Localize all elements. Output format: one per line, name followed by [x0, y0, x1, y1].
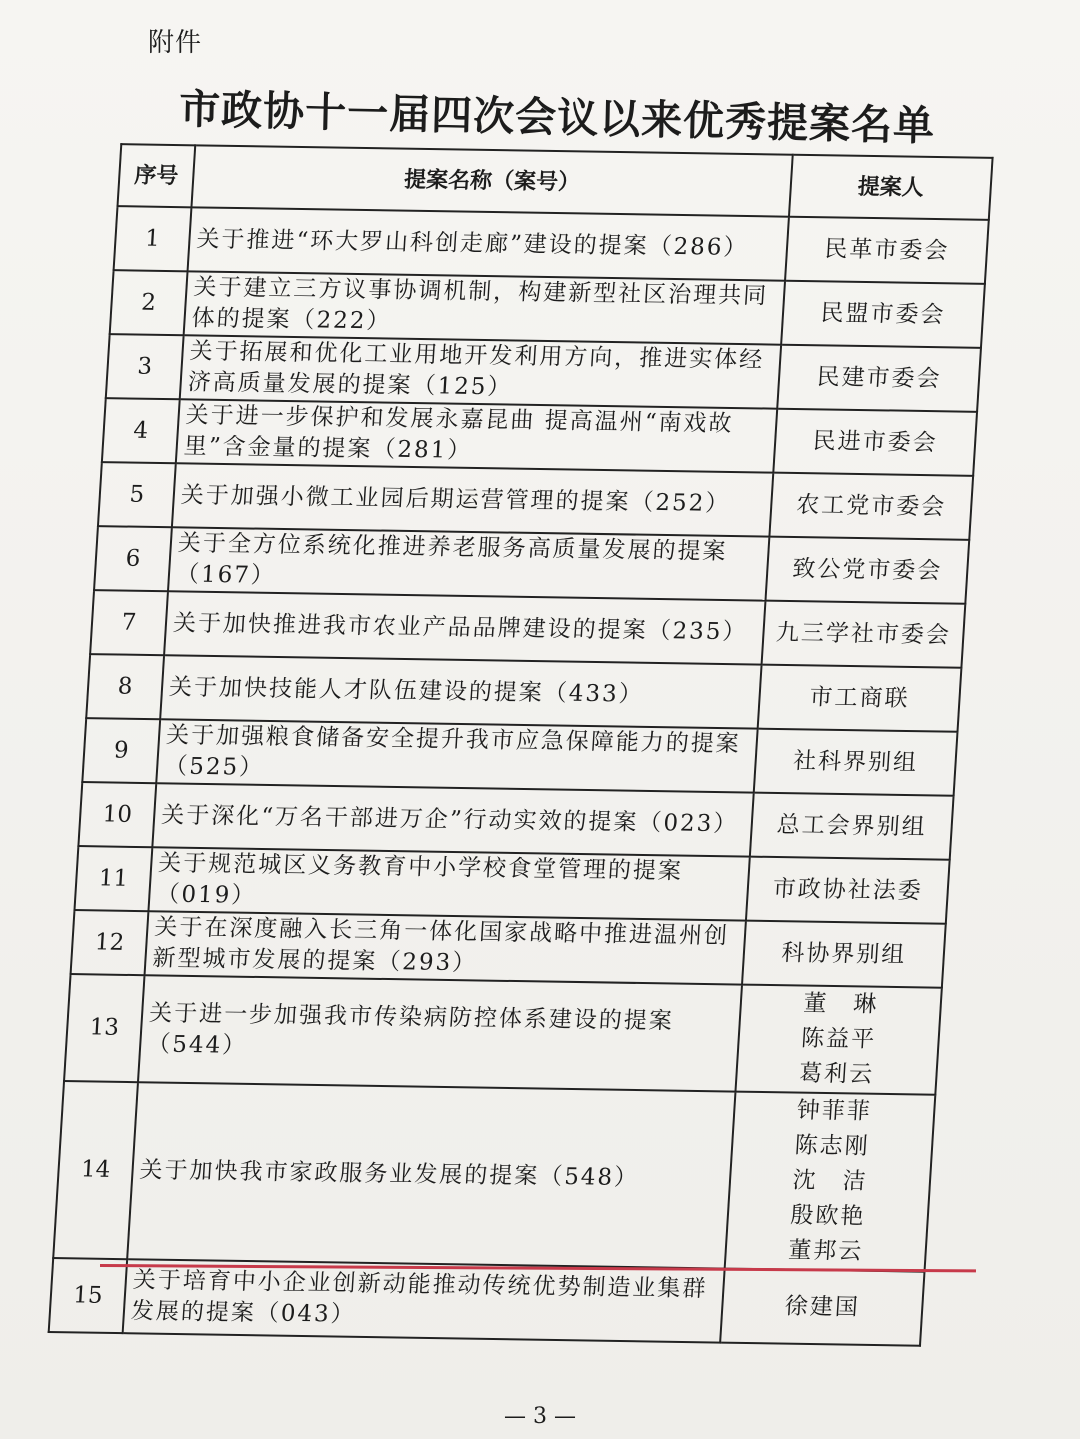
proposer-cell — [754, 729, 958, 796]
proposer-cell — [765, 537, 969, 604]
row-number: 12 — [71, 910, 149, 975]
proposal-name: 关于加强粮食储备安全提升我市应急保障能力的提案（525） — [156, 719, 757, 792]
row-number: 10 — [78, 782, 156, 847]
row-number: 9 — [82, 718, 160, 783]
header-proposer: 提案人 — [789, 155, 993, 220]
proposal-name: 关于进一步加强我市传染病防控体系建设的提案（544） — [138, 975, 742, 1091]
proposal-name: 关于进一步保护和发展永嘉昆曲 提高温州“南戏故里”含金量的提案（281） — [176, 399, 777, 472]
row-number: 4 — [102, 398, 180, 463]
row-number: 3 — [106, 334, 184, 399]
proposer-cell — [769, 473, 973, 540]
proposer-name: 市工商联 — [808, 683, 911, 712]
document-title: 市政协十一届四次会议以来优秀提案名单 — [178, 84, 936, 151]
proposer-name: 陈志刚 — [793, 1132, 871, 1160]
header-name: 提案名称（案号） — [191, 145, 792, 216]
proposal-name: 关于建立三方议事协调机制，构建新型社区治理共同体的提案（222） — [184, 271, 785, 344]
proposer-cell — [750, 793, 954, 860]
proposer-cell — [773, 409, 977, 476]
proposer-name: 民建市委会 — [815, 363, 943, 392]
header-no: 序号 — [118, 144, 196, 207]
row-number: 13 — [64, 974, 144, 1082]
row-number: 6 — [94, 526, 172, 591]
proposal-name: 关于加快推进我市农业产品品牌建设的提案（235） — [164, 591, 765, 664]
proposal-table — [48, 143, 994, 1347]
row-number: 14 — [53, 1081, 138, 1259]
proposer-cell — [781, 281, 985, 348]
proposer-name: 总工会界别组 — [776, 811, 928, 840]
row-number: 7 — [90, 590, 168, 655]
proposal-name: 关于全方位系统化推进养老服务高质量发展的提案（167） — [168, 527, 769, 600]
page-number: — 3 — — [504, 1404, 576, 1429]
attachment-label: 附件 — [148, 28, 203, 58]
proposer-cell — [742, 921, 946, 988]
table-row — [64, 974, 942, 1095]
proposer-name: 科协界别组 — [780, 939, 908, 968]
proposer-cell — [735, 985, 941, 1095]
proposer-name: 徐建国 — [784, 1293, 861, 1321]
proposer-cell — [777, 345, 981, 412]
proposer-name: 董 琳 — [802, 990, 880, 1018]
proposer-name: 钟菲菲 — [796, 1097, 873, 1125]
proposal-name: 关于加强小微工业园后期运营管理的提案（252） — [172, 463, 773, 536]
proposer-name: 葛利云 — [798, 1060, 875, 1088]
proposer-name: 陈益平 — [800, 1025, 877, 1053]
proposal-name: 关于推进“环大罗山科创走廊”建设的提案（286） — [188, 207, 789, 280]
proposer-name: 致公党市委会 — [791, 555, 944, 584]
proposer-name: 九三学社市委会 — [775, 619, 952, 649]
row-number: 1 — [114, 206, 192, 271]
proposer-name: 民进市委会 — [811, 427, 939, 456]
proposal-name: 关于加快技能人才队伍建设的提案（433） — [160, 655, 761, 728]
row-number: 5 — [98, 462, 176, 527]
proposer-name: 董邦云 — [787, 1237, 865, 1265]
proposal-name: 关于培育中小企业创新动能推动传统优势制造业集群发展的提案（043） — [123, 1259, 725, 1342]
proposer-cell — [762, 601, 966, 668]
row-number: 11 — [74, 846, 152, 911]
proposal-name: 关于在深度融入长三角一体化国家战略中推进温州创新型城市发展的提案（293） — [145, 911, 746, 984]
proposal-name: 关于拓展和优化工业用地开发利用方向，推进实体经济高质量发展的提案（125） — [180, 335, 781, 408]
proposer-cell — [758, 665, 962, 732]
proposer-name: 市政协社法委 — [772, 875, 924, 904]
proposer-cell — [746, 857, 950, 924]
proposer-name: 沈 洁 — [791, 1167, 869, 1195]
proposer-name: 民革市委会 — [823, 235, 951, 264]
table-row — [53, 1081, 935, 1272]
proposer-name: 农工党市委会 — [795, 491, 948, 520]
proposer-cell — [720, 1269, 924, 1346]
table-body — [49, 206, 989, 1346]
proposer-name: 社科界别组 — [792, 747, 919, 776]
proposal-name: 关于规范城区义务教育中小学校食堂管理的提案（019） — [148, 847, 749, 920]
row-number: 15 — [49, 1258, 127, 1333]
proposer-cell — [725, 1092, 936, 1272]
proposer-cell — [785, 217, 989, 284]
proposal-name: 关于深化“万名干部进万企”行动实效的提案（023） — [152, 783, 753, 856]
proposal-name: 关于加快我市家政服务业发展的提案（548） — [127, 1082, 735, 1268]
proposer-name: 民盟市委会 — [819, 299, 947, 328]
row-number: 8 — [86, 654, 164, 719]
row-number: 2 — [110, 270, 188, 335]
proposer-name: 殷欧艳 — [789, 1202, 867, 1230]
